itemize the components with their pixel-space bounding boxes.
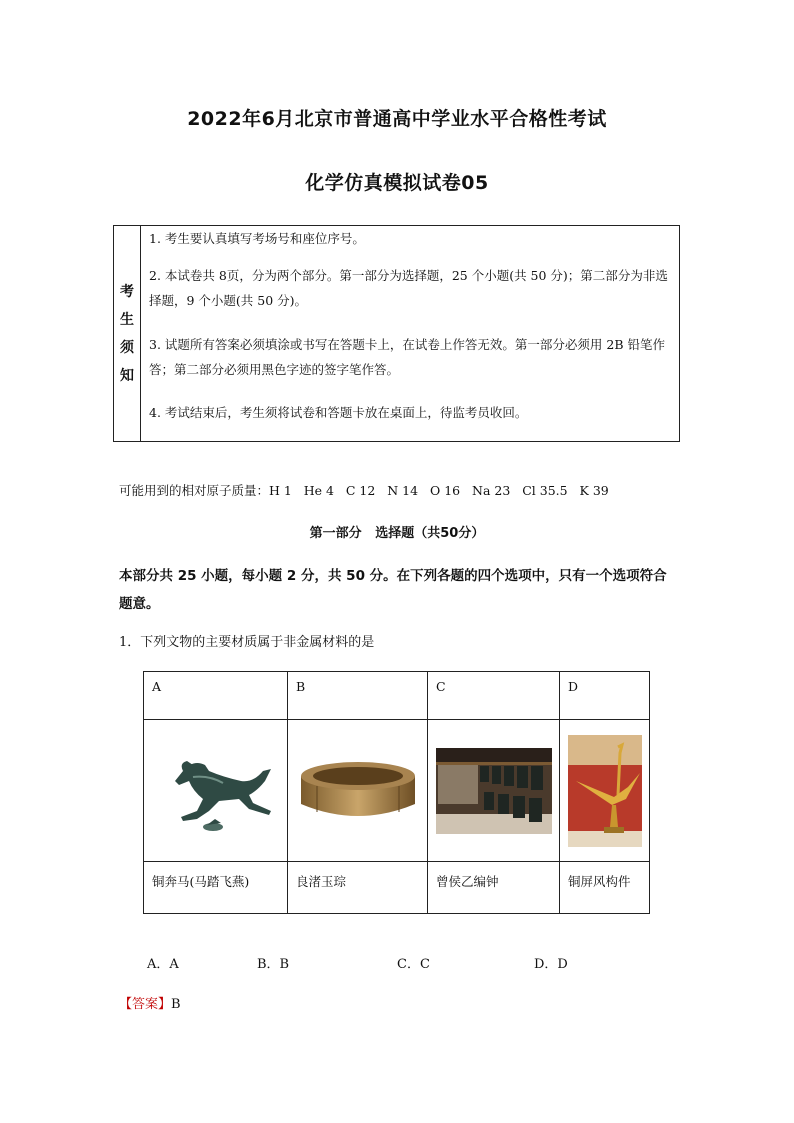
question-1-stem: 1．下列文物的主要材质属于非金属材料的是 bbox=[119, 635, 375, 650]
option-name-cell bbox=[560, 862, 650, 914]
notice-item: 4. 考试结束后，考生须将试卷和答题卡放在桌面上，待监考员收回。 bbox=[149, 405, 528, 420]
choice-a[interactable]: A．A bbox=[147, 957, 179, 972]
option-image-cell bbox=[560, 720, 650, 862]
option-name-cell bbox=[428, 862, 560, 914]
option-label-cell bbox=[288, 672, 428, 720]
exam-title: 2022年6月北京市普通高中学业水平合格性考试 bbox=[187, 108, 607, 130]
option-name-cell bbox=[144, 862, 288, 914]
bianzhong-bells-image bbox=[436, 748, 552, 834]
notice-label bbox=[114, 226, 141, 441]
candidate-notice-box bbox=[113, 225, 680, 442]
option-name: 铜奔马(马踏飞燕) bbox=[152, 874, 250, 889]
option-image-cell bbox=[288, 720, 428, 862]
choice-b[interactable]: B．B bbox=[257, 957, 290, 972]
exam-subtitle: 化学仿真模拟试卷05 bbox=[305, 172, 489, 194]
question-1-options-table bbox=[143, 671, 650, 914]
bronze-horse-image bbox=[153, 741, 278, 841]
option-image-cell bbox=[428, 720, 560, 862]
option-label: A bbox=[152, 679, 162, 694]
option-label-cell bbox=[560, 672, 650, 720]
notice-label-char: 知 bbox=[120, 367, 134, 384]
section-instructions: 本部分共 25 小题，每小题 2 分，共 50 分。在下列各题的四个选项中，只有一个选项符合题意。 bbox=[119, 568, 667, 612]
atomic-masses-line: 可能用到的相对原子质量：H 1 He 4 C 12 N 14 O 16 Na 23 Cl 35.5 K 39 bbox=[119, 483, 609, 498]
answer-line bbox=[119, 993, 181, 1012]
notice-label-char: 生 bbox=[120, 311, 134, 328]
notice-label-char: 考 bbox=[120, 283, 134, 300]
bronze-screen-crane-image bbox=[568, 735, 642, 847]
option-name-cell bbox=[288, 862, 428, 914]
option-label: C bbox=[436, 679, 446, 694]
notice-label-char: 须 bbox=[120, 339, 134, 356]
answer-tag: 【答案】 bbox=[119, 997, 172, 1012]
section-heading: 第一部分 选择题（共50分） bbox=[309, 526, 485, 541]
option-name: 铜屏风构件 bbox=[568, 874, 631, 889]
option-label-cell bbox=[144, 672, 288, 720]
notice-item: 2. 本试卷共 8页，分为两个部分。第一部分为选择题，25 个小题(共 50 分)；第二部分为非选择题，9 个小题(共 50 分)。 bbox=[149, 268, 668, 308]
option-name: 曾侯乙编钟 bbox=[436, 874, 499, 889]
option-image-cell bbox=[144, 720, 288, 862]
jade-cong-image bbox=[297, 756, 419, 826]
option-label-cell bbox=[428, 672, 560, 720]
notice-item: 3. 试题所有答案必须填涂或书写在答题卡上，在试卷上作答无效。第一部分必须用 2B 铅笔作答；第二部分必须用黑色字迹的签字笔作答。 bbox=[149, 337, 665, 377]
option-label: D bbox=[568, 679, 579, 694]
option-name: 良渚玉琮 bbox=[296, 874, 347, 889]
choice-d[interactable]: D．D bbox=[534, 957, 568, 972]
answer-value: B bbox=[171, 997, 181, 1012]
choice-c[interactable]: C．C bbox=[397, 957, 430, 972]
notice-item: 1. 考生要认真填写考场号和座位序号。 bbox=[149, 231, 365, 246]
option-label: B bbox=[296, 679, 306, 694]
